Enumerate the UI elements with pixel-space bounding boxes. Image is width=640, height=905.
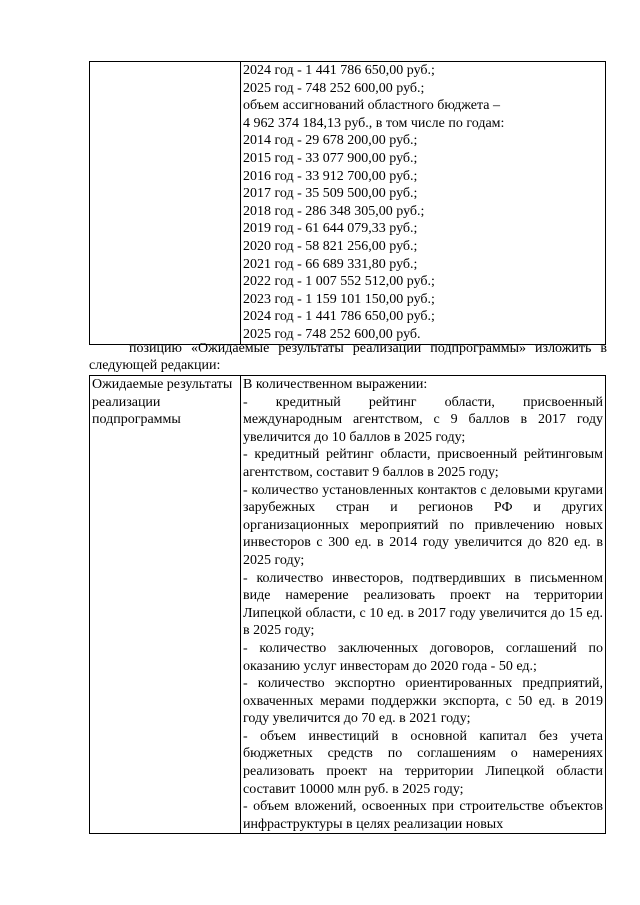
intro-text: позицию «Ожидаемые результаты реализации подпрограммы» изложить в следующей редакции: xyxy=(89,341,607,373)
results-row-label: Ожидаемые результаты реализации подпрограммы xyxy=(92,377,233,428)
result-item: - объем вложений, освоенных при строительстве объектов инфраструктуры в целях реализации новых xyxy=(243,799,603,832)
funding-line: 4 962 374 184,13 руб., в том числе по годам: xyxy=(243,115,505,131)
funding-line: 2023 год - 1 159 101 150,00 руб.; xyxy=(243,291,435,307)
result-item: - количество заключенных договоров, соглашений по оказанию услуг инвесторам до 2020 года - 50 ед.; xyxy=(243,640,603,674)
funding-line: 2015 год - 33 077 900,00 руб.; xyxy=(243,150,418,166)
funding-line: 2021 год - 66 689 331,80 руб.; xyxy=(243,256,418,272)
results-table-right-cell xyxy=(241,376,606,834)
funding-table-right-cell xyxy=(241,62,606,345)
funding-line: объем ассигнований областного бюджета – xyxy=(243,98,500,114)
table-row xyxy=(90,376,606,834)
results-heading: В количественном выражении: xyxy=(243,377,428,392)
funding-line: 2022 год - 1 007 552 512,00 руб.; xyxy=(243,274,435,290)
result-item: - количество экспортно ориентированных предприятий, охваченных мерами поддержки экспорта, с 50 ед. в 2019 году увеличится до 70 ед. в 2021 году; xyxy=(243,676,603,727)
table-row xyxy=(90,62,606,345)
result-item: - количество инвесторов, подтвердивших в письменном виде намерение реализовать проект на территории Липецкой области, с 10 ед. в 2017 году увеличится до 15 ед. в 2025 году; xyxy=(243,570,603,639)
funding-line: 2017 год - 35 509 500,00 руб.; xyxy=(243,186,418,202)
funding-line: 2018 год - 286 348 305,00 руб.; xyxy=(243,203,425,219)
intro-paragraph xyxy=(89,340,607,374)
results-table-left-cell xyxy=(90,376,241,834)
result-item: - кредитный рейтинг области, присвоенный международным агентством, с 9 баллов в 2017 году увеличится до 10 баллов в 2025 году; xyxy=(243,394,603,445)
funding-line: 2024 год - 1 441 786 650,00 руб.; xyxy=(243,309,435,325)
result-item: - количество установленных контактов с деловыми кругами зарубежных стран и регионов РФ и других организационных мероприятий по привлечению новых инвесторов с 300 ед. в 2014 году увеличится до 820 ед. в 2025 году; xyxy=(243,482,603,568)
result-item: - объем инвестиций в основной капитал без учета бюджетных средств по соглашениям о намерениях реализовать проект на территории Липецкой области составит 10000 млн руб. в 2025 году; xyxy=(243,728,603,797)
funding-line: 2020 год - 58 821 256,00 руб.; xyxy=(243,238,418,254)
funding-line: 2025 год - 748 252 600,00 руб.; xyxy=(243,80,425,96)
funding-table-left-cell xyxy=(90,62,241,345)
funding-line: 2025 год - 748 252 600,00 руб. xyxy=(243,326,421,342)
funding-line: 2016 год - 33 912 700,00 руб.; xyxy=(243,168,418,184)
funding-line: 2014 год - 29 678 200,00 руб.; xyxy=(243,133,418,149)
funding-line: 2019 год - 61 644 079,33 руб.; xyxy=(243,221,418,237)
results-table xyxy=(89,375,606,834)
funding-line: 2024 год - 1 441 786 650,00 руб.; xyxy=(243,63,435,78)
funding-table xyxy=(89,61,606,345)
result-item: - кредитный рейтинг области, присвоенный рейтинговым агентством, составит 9 баллов в 2025 году; xyxy=(243,447,603,480)
